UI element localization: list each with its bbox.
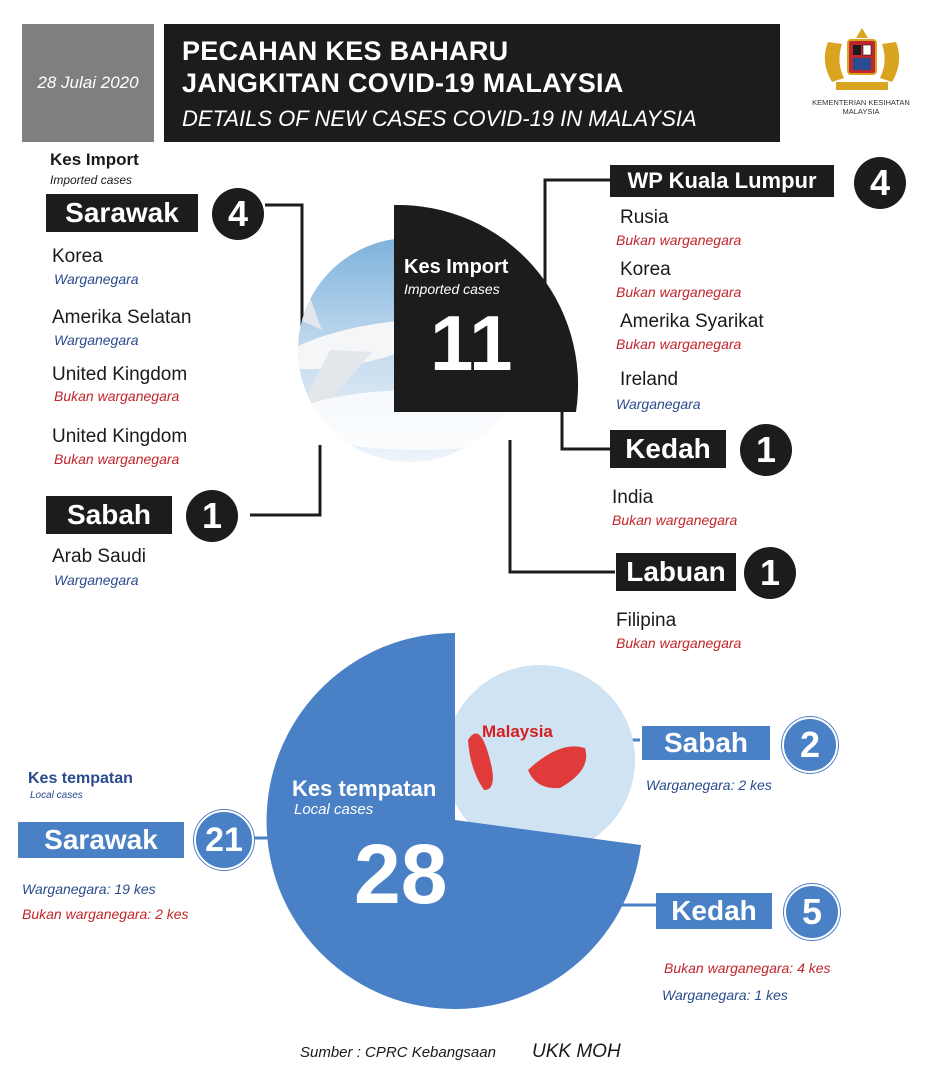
connector-sabah-import: [250, 445, 320, 515]
connector-sarawak-import: [265, 205, 302, 350]
pill-kedah-import: [610, 430, 726, 468]
case-country: Arab Saudi: [52, 546, 147, 567]
pill-sarawak-import: [46, 194, 198, 232]
case-status: Warganegara: [54, 332, 139, 348]
title-line-1: PECAHAN KES BAHARU: [182, 36, 509, 66]
case-status: Bukan warganegara: [616, 336, 742, 352]
pill-sarawak-local: [18, 822, 184, 858]
case-country: Amerika Syarikat: [620, 311, 764, 332]
case-country: Korea: [52, 246, 103, 267]
count-value: 1: [759, 552, 781, 593]
case-country: Amerika Selatan: [52, 307, 192, 328]
local-detail: Warganegara: 19 kes: [22, 881, 156, 897]
case-country: Ireland: [620, 369, 679, 390]
import-section-label: Kes Import: [50, 150, 139, 169]
import-section-label-en: Imported cases: [50, 173, 133, 187]
credit-text: UKK MOH: [532, 1041, 621, 1062]
pill-kedah-local: [656, 893, 772, 929]
pill-sabah-local: [642, 726, 770, 760]
date-text: 28 Julai 2020: [37, 73, 139, 92]
count-value: 4: [869, 162, 891, 203]
count-value: 21: [205, 820, 243, 859]
local-detail: Warganegara: 2 kes: [646, 777, 772, 793]
local-detail: Warganegara: 1 kes: [662, 987, 788, 1003]
local-total: 28: [354, 827, 448, 921]
connector-kl-import: [545, 180, 612, 290]
case-status: Bukan warganegara: [616, 232, 742, 248]
pill-label: Sarawak: [65, 197, 179, 228]
count-labuan-import: [744, 547, 796, 599]
subtitle: DETAILS OF NEW CASES COVID-19 IN MALAYSIA: [182, 106, 697, 131]
case-status: Warganegara: [616, 396, 701, 412]
pill-label: Sabah: [663, 727, 749, 758]
count-value: 1: [201, 495, 223, 536]
case-status: Bukan warganegara: [54, 388, 180, 404]
case-status: Bukan warganegara: [612, 512, 738, 528]
pill-label: Kedah: [625, 433, 711, 464]
case-status: Warganegara: [54, 572, 139, 588]
pill-kl-import: [610, 165, 834, 197]
case-country: United Kingdom: [52, 364, 188, 385]
local-section-label-en: Local cases: [30, 790, 83, 801]
pill-label: WP Kuala Lumpur: [627, 168, 817, 193]
map-label: Malaysia: [482, 722, 553, 741]
import-center-label-en: Imported cases: [404, 281, 500, 297]
count-sarawak-import: [212, 188, 264, 240]
case-country: Filipina: [616, 610, 677, 631]
count-value: 2: [799, 724, 821, 765]
pill-label: Sarawak: [44, 824, 158, 855]
case-status: Bukan warganegara: [616, 284, 742, 300]
connector-labuan-import: [510, 440, 615, 572]
count-sabah-import: [186, 490, 238, 542]
count-kedah-import: [740, 424, 792, 476]
local-detail: Bukan warganegara: 2 kes: [22, 906, 189, 922]
import-total: 11: [430, 299, 513, 387]
case-status: Bukan warganegara: [616, 635, 742, 651]
case-country: Korea: [620, 259, 671, 280]
local-section-label: Kes tempatan: [28, 770, 133, 787]
count-value: 4: [227, 193, 249, 234]
case-country: Rusia: [620, 207, 669, 228]
local-center-label: Kes tempatan: [292, 776, 437, 801]
title-line-2: JANGKITAN COVID-19 MALAYSIA: [182, 68, 624, 98]
case-status: Warganegara: [54, 271, 139, 287]
case-country: India: [612, 487, 654, 508]
count-kedah-local: [784, 884, 840, 940]
count-sarawak-local: [194, 810, 254, 870]
ministry-label: KEMENTERIAN KESIHATAN MALAYSIA: [812, 98, 910, 116]
count-sabah-local: [782, 717, 838, 773]
pill-label: Kedah: [671, 895, 757, 926]
pill-labuan-import: [616, 553, 736, 591]
pill-sabah-import: [46, 496, 172, 534]
count-kl-import: [854, 157, 906, 209]
count-value: 5: [801, 891, 823, 932]
local-detail: Bukan warganegara: 4 kes: [664, 960, 831, 976]
import-center-label: Kes Import: [404, 256, 509, 278]
case-country: United Kingdom: [52, 426, 188, 447]
source-text: Sumber : CPRC Kebangsaan: [300, 1044, 496, 1061]
pill-label: Labuan: [626, 556, 726, 587]
case-status: Bukan warganegara: [54, 451, 180, 467]
pill-label: Sabah: [66, 499, 152, 530]
count-value: 1: [755, 429, 777, 470]
local-center-label-en: Local cases: [294, 801, 374, 818]
